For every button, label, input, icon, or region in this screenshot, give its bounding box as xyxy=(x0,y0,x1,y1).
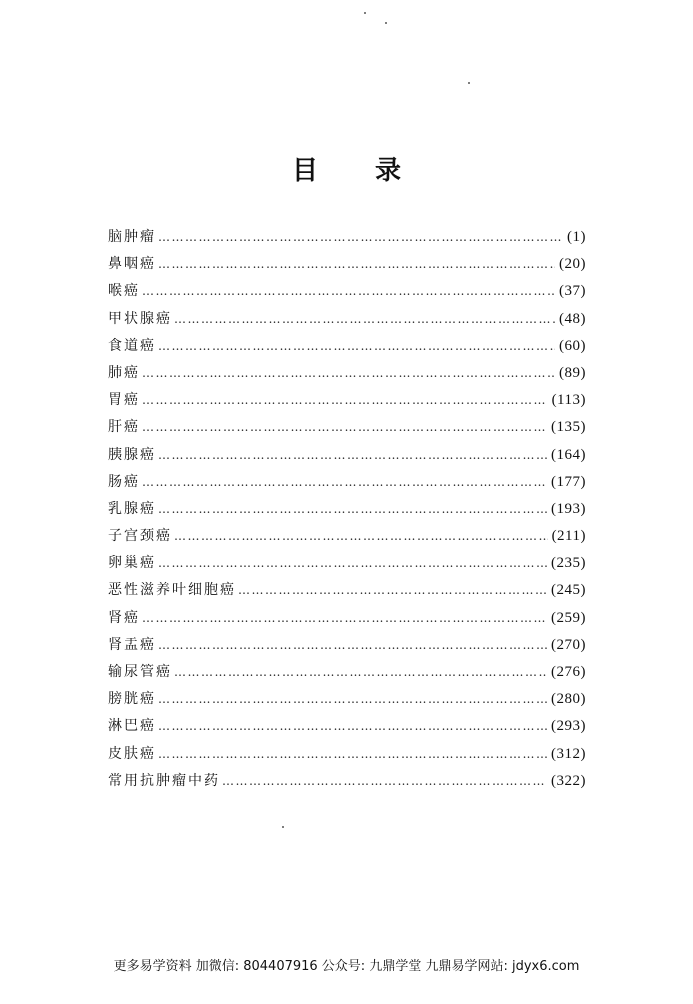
toc-entry[interactable] xyxy=(108,661,586,688)
toc-entry-page: (164) xyxy=(551,446,586,463)
toc-entry-page: (1) xyxy=(567,229,586,245)
toc-entry-title: 常用抗肿瘤中药 xyxy=(108,772,220,789)
toc-entry-page: (280) xyxy=(551,691,586,708)
toc-entry-title: 脑肿瘤 xyxy=(108,229,156,245)
toc-entry-page: (322) xyxy=(551,772,586,789)
toc-entry[interactable] xyxy=(108,389,586,416)
toc-entry-title: 胰腺癌 xyxy=(108,446,156,463)
toc-entry-title: 甲状腺癌 xyxy=(108,310,172,327)
toc-dot-leader xyxy=(142,366,555,380)
toc-entry-page: (37) xyxy=(559,283,586,300)
toc-entry[interactable] xyxy=(108,525,586,552)
toc-entry-title: 输尿管癌 xyxy=(108,664,172,680)
toc-entry-title: 乳腺癌 xyxy=(108,500,156,517)
toc-dot-leader xyxy=(142,393,548,407)
toc-entry-page: (276) xyxy=(551,664,586,680)
toc-entry-page: (259) xyxy=(551,609,586,626)
scan-speck xyxy=(385,22,387,24)
toc-entry[interactable] xyxy=(108,444,586,471)
table-of-contents xyxy=(108,226,586,797)
toc-entry-title: 卵巢癌 xyxy=(108,555,156,572)
toc-entry[interactable] xyxy=(108,770,586,797)
toc-entry-title: 肾癌 xyxy=(108,609,140,626)
toc-dot-leader xyxy=(158,257,555,271)
toc-entry-page: (89) xyxy=(559,364,586,381)
toc-dot-leader xyxy=(142,475,547,489)
footer-ad: 更多易学资料 加微信: 804407916 公众号: 九鼎学堂 九鼎易学网站: jdyx6.com xyxy=(113,959,580,974)
toc-entry-page: (135) xyxy=(551,419,586,436)
toc-dot-leader xyxy=(174,665,547,679)
toc-entry[interactable] xyxy=(108,471,586,498)
toc-entry-page: (48) xyxy=(559,310,586,327)
toc-entry[interactable] xyxy=(108,362,586,389)
toc-entry-title: 淋巴癌 xyxy=(108,718,156,735)
toc-entry-title: 食道癌 xyxy=(108,337,156,354)
toc-dot-leader xyxy=(158,556,547,570)
toc-dot-leader xyxy=(174,312,555,326)
toc-entry-title: 肺癌 xyxy=(108,364,140,381)
toc-dot-leader xyxy=(142,284,555,298)
toc-entry-page: (211) xyxy=(551,528,586,545)
toc-entry-page: (177) xyxy=(551,473,586,490)
toc-entry-page: (235) xyxy=(551,555,586,572)
toc-dot-leader xyxy=(142,611,547,625)
toc-dot-leader xyxy=(158,692,547,706)
toc-entry-title: 肾盂癌 xyxy=(108,636,156,653)
scan-speck xyxy=(468,82,470,84)
toc-entry[interactable] xyxy=(108,498,586,525)
toc-dot-leader xyxy=(174,529,548,543)
toc-entry-title: 鼻咽癌 xyxy=(108,256,156,273)
toc-entry[interactable] xyxy=(108,226,586,253)
toc-entry-page: (293) xyxy=(551,718,586,735)
toc-entry[interactable] xyxy=(108,253,586,280)
toc-entry[interactable] xyxy=(108,552,586,579)
toc-entry[interactable] xyxy=(108,688,586,715)
toc-dot-leader xyxy=(158,230,563,244)
toc-dot-leader xyxy=(158,747,547,761)
toc-entry-page: (312) xyxy=(551,745,586,762)
scan-speck xyxy=(364,12,366,14)
toc-entry[interactable] xyxy=(108,579,586,606)
page-title-char: 目 xyxy=(292,156,319,186)
toc-entry[interactable] xyxy=(108,280,586,307)
page-title-char: 录 xyxy=(375,156,402,186)
toc-entry[interactable] xyxy=(108,743,586,770)
toc-entry[interactable] xyxy=(108,416,586,443)
toc-entry-page: (60) xyxy=(559,337,586,354)
toc-entry[interactable] xyxy=(108,634,586,661)
toc-dot-leader xyxy=(158,448,547,462)
toc-entry[interactable] xyxy=(108,308,586,335)
toc-dot-leader xyxy=(238,583,547,597)
toc-entry-title: 子宫颈癌 xyxy=(108,528,172,545)
toc-dot-leader xyxy=(158,638,547,652)
toc-entry-title: 胃癌 xyxy=(108,392,140,409)
toc-entry-page: (20) xyxy=(559,256,586,273)
toc-entry-title: 皮肤癌 xyxy=(108,745,156,762)
toc-dot-leader xyxy=(158,502,547,516)
toc-entry[interactable] xyxy=(108,607,586,634)
toc-entry-title: 喉癌 xyxy=(108,283,140,300)
toc-entry[interactable] xyxy=(108,715,586,742)
toc-entry[interactable] xyxy=(108,335,586,362)
toc-dot-leader xyxy=(158,339,555,353)
toc-dot-leader xyxy=(142,420,547,434)
toc-entry-title: 肠癌 xyxy=(108,473,140,490)
toc-dot-leader xyxy=(222,774,547,788)
scan-speck xyxy=(282,826,284,828)
toc-entry-page: (113) xyxy=(551,392,586,409)
toc-entry-page: (270) xyxy=(551,636,586,653)
toc-entry-title: 恶性滋养叶细胞癌 xyxy=(108,582,236,599)
toc-dot-leader xyxy=(158,719,547,733)
toc-entry-page: (245) xyxy=(551,582,586,599)
toc-entry-title: 膀胱癌 xyxy=(108,691,156,708)
toc-entry-page: (193) xyxy=(551,500,586,517)
toc-entry-title: 肝癌 xyxy=(108,419,140,436)
